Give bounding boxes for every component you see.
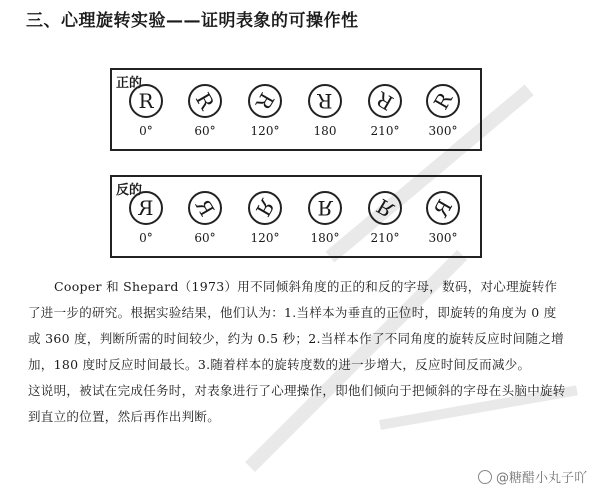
rotated-letter: R <box>317 196 333 220</box>
normal-letters-panel <box>110 68 482 151</box>
rotated-letter: R <box>250 88 280 114</box>
rotated-letter: R <box>428 88 458 114</box>
normal-rotated-letter-4 <box>368 84 408 148</box>
panel-label-reversed: 反的 <box>116 183 143 198</box>
normal-rotated-letter-5 <box>426 84 466 148</box>
normal-rotated-letter-0 <box>129 84 169 148</box>
angle-label: 120° <box>250 124 280 138</box>
paragraph-2: 这说明，被试在完成任务时，对表象进行了心理操作，即他们倾向于把倾斜的字母在头脑中旋转到直立的位置，然后再作出判断。 <box>28 383 566 424</box>
angle-label: 0° <box>139 124 153 138</box>
rotated-letter: R <box>138 196 154 220</box>
platform-logo-icon <box>478 470 492 484</box>
angle-label: 180 <box>313 124 337 138</box>
watermark-text: @糖醋小丸子吖 <box>495 471 587 486</box>
rotated-letter: R <box>250 195 280 221</box>
reversed-letters-panel <box>110 175 482 258</box>
angle-label: 120° <box>250 231 280 245</box>
paragraph-1: Cooper 和 Shepard（1973）用不同倾斜角度的正的和反的字母，数码，对心理旋转作了进一步的研究。根据实验结果，他们认为：1.当样本为垂直的正位时，即旋转的角度为 0 度或 360 度，判断所需的时间较少，约为 0.5 秒；2.当样本作了不同角度的旋转反应时间随之增加，180 度时反应时间最长。3.随着样本的旋转度数的进一步增大，反应时间反而减少。 <box>28 279 564 372</box>
normal-rotated-letter-2 <box>248 84 288 148</box>
rotated-letter: R <box>372 193 398 223</box>
rotated-letter: R <box>428 195 458 221</box>
panel-label-normal: 正的 <box>116 76 143 91</box>
angle-label: 60° <box>194 124 216 138</box>
source-watermark <box>478 467 587 486</box>
reversed-rotated-letter-4 <box>368 191 408 255</box>
rotated-letter: R <box>190 195 220 221</box>
angle-label: 300° <box>428 231 458 245</box>
reversed-rotated-letter-3 <box>308 191 348 255</box>
angle-label: 210° <box>370 124 400 138</box>
normal-rotated-letter-3 <box>308 84 348 148</box>
reversed-rotated-letter-1 <box>188 191 228 255</box>
reversed-rotated-letter-0 <box>129 191 169 255</box>
angle-label: 60° <box>194 231 216 245</box>
angle-label: 300° <box>428 124 458 138</box>
rotated-letter: R <box>372 86 398 116</box>
rotated-letter: R <box>317 89 333 113</box>
reversed-rotated-letter-2 <box>248 191 288 255</box>
page-title: 三、心理旋转实验——证明表象的可操作性 <box>26 11 359 31</box>
angle-label: 0° <box>139 231 153 245</box>
body-text <box>28 274 568 430</box>
angle-label: 180° <box>310 231 340 245</box>
reversed-rotated-letter-5 <box>426 191 466 255</box>
normal-rotated-letter-1 <box>188 84 228 148</box>
rotated-letter: R <box>138 89 154 113</box>
rotated-letter: R <box>190 88 220 114</box>
angle-label: 210° <box>370 231 400 245</box>
